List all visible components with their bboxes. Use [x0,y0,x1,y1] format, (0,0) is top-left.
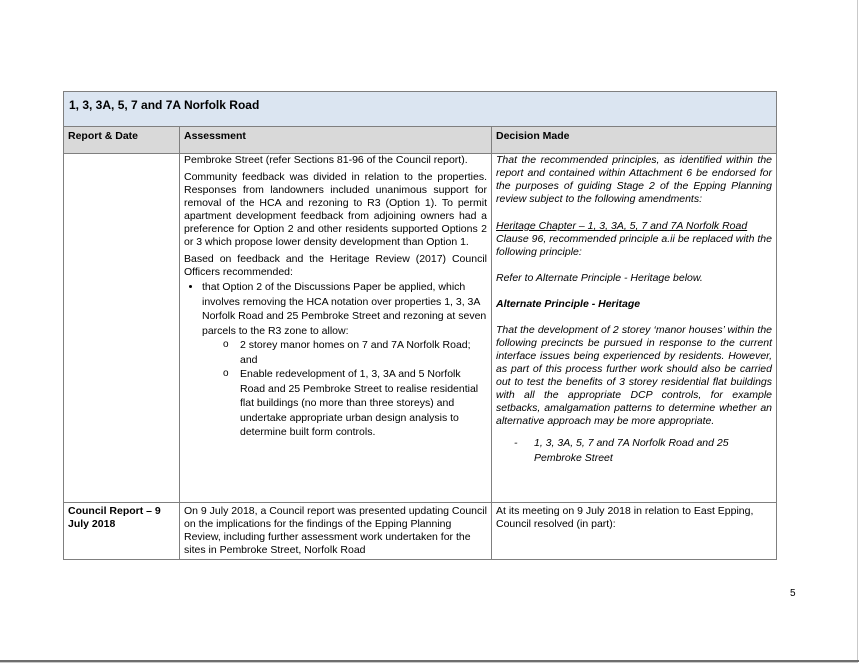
header-report-date: Report & Date [64,127,180,154]
bottom-divider [0,660,859,662]
list-item [240,338,487,367]
alternate-principle-heading: Alternate Principle - Heritage [496,298,641,310]
row1-decision-cell [492,154,777,503]
row1-report-date-cell [64,154,180,503]
assessment-sub-list [202,338,487,440]
assessment-para-2: Community feedback was divided in relation to the properties. Responses from landowners included unanimous support for removal of the HCA and rezoning to R3 (Option 1). To permit apartment development feedback from adjoining owners had a preference for Option 2 and other residents supported Options 2 or 3 which propose lower density development than Option 1. [184,171,487,248]
decision-para-4: That the development of 2 storey ‘manor houses’ within the following precincts be pursued in response to the current interface issues being experienced by residents. However, as part of this process further work should also be carried out to test the benefits of 3 storey residential flat buildings with all the appropriate DCP controls, for example setbacks, amalgamation patterns to determine whether an alternative approach may be more appropriate. [496,324,772,427]
header-decision: Decision Made [492,127,777,154]
row2-decision: At its meeting on 9 July 2018 in relation to East Epping, Council resolved (in part): [492,503,777,560]
assessment-table [63,91,777,560]
list-item [534,436,772,466]
list-item [202,280,487,440]
decision-dash-item: 1, 3, 3A, 5, 7 and 7A Norfolk Road and 25 Pembroke Street [534,437,729,464]
row2-assessment: On 9 July 2018, a Council report was presented updating Council on the implications for the findings of the Epping Planning Review, including further assessment work undertaken for the sites in Pembroke Street, Norfolk Road [180,503,492,560]
heritage-chapter-heading: Heritage Chapter – 1, 3, 3A, 5, 7 and 7A Norfolk Road [496,220,748,232]
decision-para-1: That the recommended principles, as identified within the report and contained within Attachment 6 be endorsed for the purposes of guiding Stage 2 of the Epping Planning review subject to the following amendments: [496,154,772,205]
row2-report-date: Council Report – 9 July 2018 [64,503,180,560]
table-title: 1, 3, 3A, 5, 7 and 7A Norfolk Road [64,92,777,127]
assessment-para-1: Pembroke Street (refer Sections 81-96 of the Council report). [184,154,468,166]
assessment-sub-item-2: Enable redevelopment of 1, 3, 3A and 5 Norfolk Road and 25 Pembroke Street to realise residential flat buildings (no more than three storeys) and undertake appropriate urban design analysis to determine built form controls. [240,368,479,438]
row1-assessment-cell [180,154,492,503]
decision-para-2: Clause 96, recommended principle a.ii be replaced with the following principle: [496,233,772,258]
assessment-sub-item-1: 2 storey manor homes on 7 and 7A Norfolk Road; and [240,339,471,366]
header-assessment: Assessment [180,127,492,154]
table-row [64,154,777,503]
assessment-para-3: Based on feedback and the Heritage Review (2017) Council Officers recommended: [184,253,487,278]
list-item [240,367,487,440]
table-row [64,503,777,560]
assessment-bullet-text: that Option 2 of the Discussions Paper be applied, which involves removing the HCA notation over properties 1, 3, 3A Norfolk Road and 25 Pembroke Street and rezoning at seven parcels to the R3 zone to allow: [202,281,487,337]
table-title-row [64,92,777,127]
decision-dash-list [496,436,772,466]
table-header-row [64,127,777,154]
page-number: 5 [790,588,796,599]
assessment-bullet-list [184,280,487,440]
decision-para-3: Refer to Alternate Principle - Heritage below. [496,272,703,284]
